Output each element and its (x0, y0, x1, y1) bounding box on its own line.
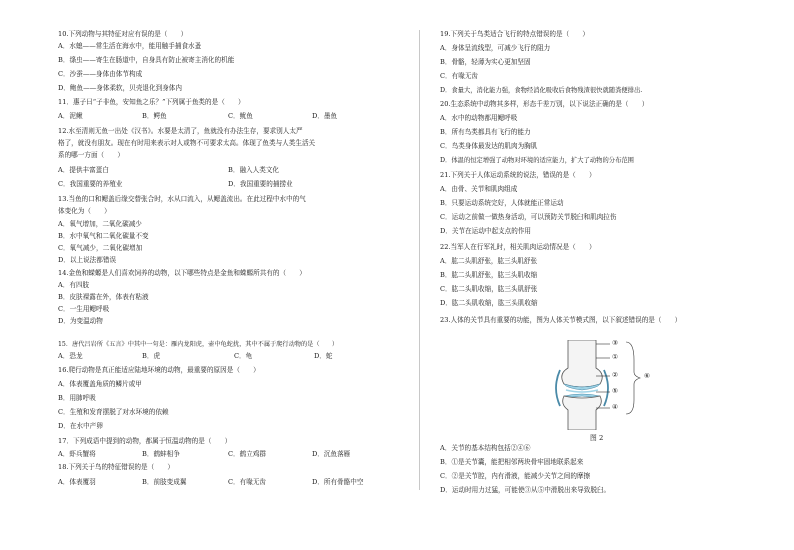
q21-option-a: A．由骨、关节和肌肉组成 (440, 185, 518, 193)
q18-option-b: B．前肢变成翼 (142, 478, 187, 486)
q23-option-a: A．关节的基本结构包括②④⑥ (440, 444, 531, 452)
q23-option-c: C．②是关节腔，内有滑液，能减少关节之间的摩擦 (440, 472, 591, 480)
q11-option-a: A．泥鳅 (58, 112, 83, 120)
q17-option-d: D．沉鱼落雁 (312, 450, 351, 458)
q14-option-c: C．一生用鳃呼吸 (58, 305, 110, 313)
q19-option-b: B．骨骼，轻薄为实心更加坚固 (440, 58, 531, 66)
q18-stem: 18.下列关于鸟的特征错误的是（ ） (58, 463, 174, 471)
figure-caption: 图 2 (590, 434, 604, 442)
label-6: ⑥ (644, 372, 651, 380)
q14-option-a: A．有四肢 (58, 281, 90, 289)
q10-option-d: D．鲍鱼——身体柔软，贝壳退化到身体内 (58, 84, 182, 92)
right-column (440, 0, 760, 550)
q11-option-b: B．鳄鱼 (142, 112, 167, 120)
q16-option-a: A．体表覆盖角质的鳞片或甲 (58, 380, 142, 388)
q10-option-c: C．沙蚕——身体由体节构成 (58, 70, 143, 78)
q12-stem-line1: 12.水至清则无鱼一出处《汉书》。水要是太清了，鱼就没有办法生存，要求别人太严 (58, 127, 303, 135)
q13-option-d: D．以上说法都错误 (58, 256, 117, 264)
q22-option-d: D．肱二头肌收缩，肱三头肌收缩 (440, 299, 538, 307)
q11-option-d: D．墨鱼 (312, 112, 338, 120)
q16-option-c: C．生殖和发育摆脱了对水环境的依赖 (58, 408, 169, 416)
q22-option-b: B．肱二头肌舒张，肱三头肌收缩 (440, 271, 538, 279)
q22-option-c: C．肱二头肌收缩，肱三头肌舒张 (440, 285, 538, 293)
column-divider (419, 30, 420, 490)
q10-stem: 10.下列动物与其特征对应有误的是（ ） (58, 30, 188, 38)
q18-option-c: C．有喙无齿 (228, 478, 267, 486)
q10-option-b: B．绦虫——寄生在肠道中，自身具有防止被寄主消化的机能 (58, 56, 235, 64)
q21-option-b: B．只要运动系统完好，人体就能正常运动 (440, 199, 564, 207)
q12-option-d: D．我国重要的捕捞业 (228, 180, 293, 188)
q17-option-a: A．虾兵蟹将 (58, 450, 96, 458)
q21-option-d: D．关节在运动中起支点的作用 (440, 227, 532, 235)
q21-stem: 21.下列关于人体运动系统的说法，错误的是（ ） (440, 171, 596, 179)
q19-option-a: A．身体呈流线型，可减少飞行的阻力 (440, 44, 551, 52)
q13-option-b: B．水中氧气和二氧化碳量不变 (58, 232, 149, 240)
label-1: ① (612, 353, 619, 361)
q14-option-d: D．为变温动物 (58, 317, 103, 325)
q12-option-a: A．提供丰富蛋白 (58, 166, 109, 174)
q17-stem: 17．下列成语中提到的动物，都属于恒温动物的是（ ） (58, 437, 232, 445)
q16-option-d: D．在水中产卵 (58, 422, 103, 430)
q18-option-a: A．体表覆羽 (58, 478, 96, 486)
label-4: ④ (612, 403, 619, 411)
left-column (58, 0, 398, 550)
q15-option-a: A．恐龙 (58, 352, 83, 360)
q13-stem-line2: 体变化为（ ） (58, 207, 111, 215)
brace-6 (626, 342, 640, 414)
q22-option-a: A．肱二头肌舒张，肱三头肌舒张 (440, 257, 538, 265)
q12-stem-line3: 系的哪一方面（ ） (58, 151, 124, 159)
q19-stem: 19.下列关于鸟类适合飞行的特点错误的是（ ） (440, 30, 589, 38)
label-2: ② (612, 371, 619, 379)
q23-option-d: D．运动时用力过猛，可能使③从⑤中滑脱出来导致脱臼。 (440, 486, 611, 494)
q10-option-a: A．水螅——常生活在海水中，能用触手捕食水蚤 (58, 42, 202, 50)
q13-option-c: C．氧气减少，二氧化碳增加 (58, 244, 143, 252)
q16-option-b: B．用肺呼吸 (58, 394, 96, 402)
q15-option-c: C．龟 (234, 352, 253, 360)
q20-stem: 20.生态系统中动物其多样，形态千差万别，以下说法正确的是（ ） (440, 100, 649, 108)
q16-stem: 16.爬行动物是真正能适应陆地环境的动物，最重要的原因是（ ） (58, 366, 260, 374)
q23-stem: 23.人体的关节具有重要的功能，图为人体关节模式图，以下叙述错误的是（ ） (440, 316, 682, 324)
q13-stem-line1: 13.当鱼的口和鳃盖后缘交替张合时，水从口流入，从鳃盖流出。在此过程中水中的气 (58, 195, 306, 203)
q14-stem: 14.金鱼和蝾螈是人们喜欢饲养的动物，以下哪些特点是金鱼和蝾螈所共有的（ ） (58, 269, 306, 277)
label-5: ⑤ (612, 387, 619, 395)
q20-option-a: A．水中的动物都用鳃呼吸 (440, 114, 518, 122)
q11-stem: 11．惠子曰“子非鱼，安知鱼之乐？”下列属于鱼类的是（ ） (58, 98, 245, 106)
q19-option-c: C．有喙无齿 (440, 72, 479, 80)
q11-option-c: C．鱿鱼 (228, 112, 253, 120)
q17-option-b: B．鹤蚌相争 (142, 450, 180, 458)
label-3: ③ (612, 339, 619, 347)
q12-stem-line2: 格了，就没有朋友。现在有时用来表示对人或物不可要求太高。体现了鱼类与人类生活关 (58, 139, 316, 147)
q19-option-d: D．食量大，消化能力强，食物经消化吸收后食物残渣很快就随粪便排出. (440, 87, 643, 94)
q15-option-d: D．蛇 (314, 352, 333, 360)
q17-option-c: C．鹤立鸡群 (228, 450, 267, 458)
q20-option-c: C．鸟类身体最发达的肌肉为胸肌 (440, 142, 538, 150)
q15-option-b: B．虎 (142, 352, 161, 360)
q15-stem: 15．唐代吕岩所《五言》中其中一句是：雁内龙阳虎，壶中龟蛇扰，其中不属于爬行动物的是（ ） (58, 341, 339, 348)
q20-option-d: D．体温的恒定增强了动物对环境的适应能力，扩大了动物的分布范围 (440, 157, 634, 164)
label-leaders (596, 338, 666, 430)
q23-option-b: B．①是关节囊，能把相邻两块骨牢固地联系起来 (440, 458, 584, 466)
q21-option-c: C．运动之前做一做热身活动，可以预防关节脱臼和肌肉拉伤 (440, 213, 617, 221)
q12-option-c: C．我国重要的养殖业 (58, 180, 123, 188)
q12-option-b: B．融入人类文化 (228, 166, 280, 174)
q20-option-b: B．所有鸟类都具有飞行的能力 (440, 128, 531, 136)
q22-stem: 22.当军人在行军礼时，相关肌肉运动情况是（ ） (440, 243, 596, 251)
q18-option-d: D．所有骨骼中空 (312, 478, 364, 486)
q13-option-a: A．氧气增加，二氧化碳减少 (58, 220, 142, 228)
q14-option-b: B．皮肤裸露在外，体表有粘液 (58, 293, 149, 301)
